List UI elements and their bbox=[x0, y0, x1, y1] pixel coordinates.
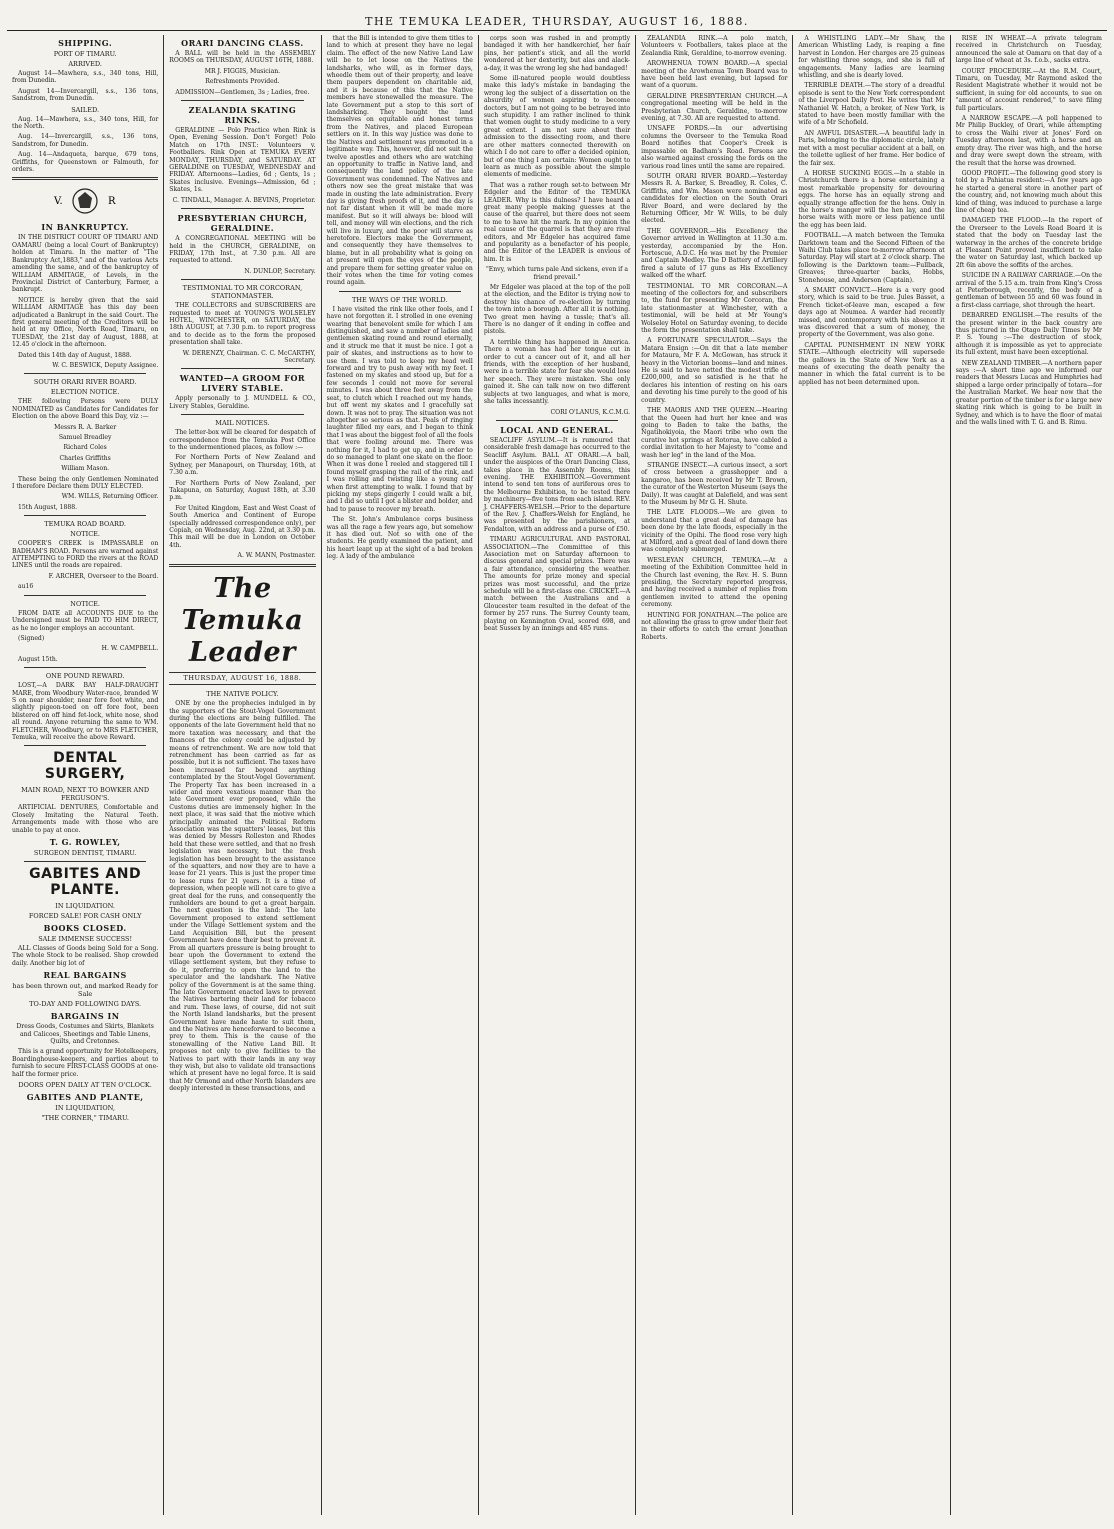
divider bbox=[12, 177, 158, 180]
accounts-body: FROM DATE all ACCOUNTS DUE to the Undersigned must be PAID TO HIM DIRECT, as he no longer employs an accountant. bbox=[12, 609, 159, 632]
road-body: COOPER'S CREEK is IMPASSABLE on BADHAM'S ROAD. Persons are warned against ATTEMPTING to FORD the rivers at the ROAD LINES until the roads are repaired. bbox=[12, 540, 159, 570]
reward-body: LOST,—A DARK BAY HALF-DRAUGHT MARE, from Woodbury Water-race, branded W S on near shoulder, near fore foot white, and slightly pigeon-toed on off fore foot, been blistered on off hind fet-lock, white nose, shod all round. Anyone returning the same to WM. FLETCHER, Woodbury, or to MRS FLETCHER, Temuka, will receive the above Reward. bbox=[12, 682, 159, 741]
sailing-3: Aug. 14—Andaqueta, barque, 679 tons, Griffiths, for Queenstown or Falmouth, for orders. bbox=[12, 151, 159, 174]
bankruptcy-signature: W. C. BESWICK, Deputy Assignee. bbox=[52, 361, 159, 369]
ways-paragraph-4: Mr Edgeler was placed at the top of the poll at the election, and the Editor is trying now to destroy his chance of re-election by turning the town into a borough. After all it is nothing. Two great men having a tussle; that's all. There is no danger of it ending in coffee and pistols. bbox=[483, 284, 631, 336]
dentist-title: SURGEON DENTIST, TIMARU. bbox=[33, 849, 137, 857]
sailed-heading: SAILED. bbox=[71, 105, 100, 114]
ways-body: I have visited the rink like other fools, and I have not forgotten it. I strolled in one evening wearing that benevolent smile for which I am distinguished, and saw a number of ladies and gentlemen skating round and round eternally, and it struck me that it must be nice. I got a pair of skates, and instructions as to how to use them. I was told to keep my head well forward and try to push away with my feet. I fastened on my skates and stood up, but for a few seconds I could not move for several minutes. I was about three feet away from the seat, to clutch which I reached out my hands, but off went my skates and I gracefully sat down. It was not to pray. The situation was not altogether so serious as that. Peals of ringing laughter filled my ears, and I began to think that I was about the biggest fool of all the fools that were fooling around me. There was nothing for it, I had to get up, and in order to do so managed to plant one skate on the floor. When it was done I reeled and staggered till I found myself grasping the rail of the rink, and I was rolling and twisting like a young calf when first attempting to walk. I found that by picking my steps gingerly I could walk a bit, and I did so until I got a blister and bolder, and had to pause to recover my breath. bbox=[326, 305, 473, 513]
candidate-4: Charles Griffiths bbox=[59, 454, 111, 462]
royal-crest-icon bbox=[12, 184, 158, 218]
bankruptcy-body: IN THE DISTRICT COURT OF TIMARU AND OAMARU (being a local Court of Bankruptcy) holden at Timaru. In the matter of "The Bankruptcy Act,1883," and of the various Acts amending the same, and of the bankruptcy of WILLIAM ARMITAGE, of Levels, in the Provincial District of Canterbury, Farmer, a bankrupt. bbox=[12, 234, 159, 294]
local-item-24: GOOD PROFIT.—The following good story is told by a Pahiatua resident:—A few years ago he started a general store in another part of the country, and, not knowing much about this kind of thing, was induced to purchase a large line of cheap tea. bbox=[955, 169, 1102, 214]
divider bbox=[24, 667, 146, 668]
ways-paragraph-2: Some ill-natured people would doubtless make this lady's mistake in bandaging the wrong leg the subject of a dissertation on the absurdity of women aspiring to become doctors, but I am not going to be betrayed into such stupidity. I am rather inclined to think that women ought to study medicine to a very great extent. I am not sure about their admission to the dissecting room, and there are other matters connected therewith on which I do not care to offer a decided opinion, but of one thing I am certain: Women ought to learn as much as possible about the simple elements of medicine. bbox=[483, 75, 631, 179]
road-board-heading: TEMUKA ROAD BOARD. bbox=[44, 520, 126, 529]
divider bbox=[181, 208, 303, 209]
divider bbox=[181, 368, 303, 369]
newspaper-title: The Temuka Leader bbox=[181, 572, 304, 668]
election-heading: ELECTION NOTICE. bbox=[50, 388, 120, 397]
columns bbox=[7, 35, 1107, 1515]
ways-heading: THE WAYS OF THE WORLD. bbox=[352, 295, 448, 304]
dentist-name: T. G. ROWLEY, bbox=[49, 837, 121, 847]
forced-sale: FORCED SALE! FOR CASH ONLY bbox=[28, 912, 142, 920]
local-item-23: A NARROW ESCAPE.—A poll happened to Mr Philip Buckley, of Orari, while attempting to cross the Waihi river at Jones' Ford on Tuesday afternoon last, with a horse and an empty dray. The river was high, and the horse and dray were swept down the stream, with the result that the horse was drowned. bbox=[955, 115, 1102, 167]
today-heading: TO-DAY AND FOLLOWING DAYS. bbox=[29, 1000, 142, 1009]
column-7 bbox=[951, 35, 1107, 1515]
arrived-heading: ARRIVED. bbox=[68, 60, 102, 68]
books-closed: BOOKS CLOSED. bbox=[43, 923, 127, 933]
local-item-25: DAMAGED THE FLOOD.—In the report of the Overseer to the Levels Road Board it is stated that the body on Tuesday last the waterway in the arches of the concrete bridge at Pleasant Point proved insufficient to take the water on Saturday last, which backed up 2ft 6in above the soffits of the arches. bbox=[955, 217, 1102, 269]
divider bbox=[24, 861, 146, 862]
candidate-1: Messrs R. A. Barker bbox=[54, 423, 117, 431]
bankruptcy-notice: NOTICE is hereby given that the said WILLIAM ARMITAGE has this day been adjudicated a Bankrupt in the said Court. The first general meeting of the Creditors will be held at my Office, North Road, Timaru, on TUESDAY, the 21st day of August, 1888, at 12.45 o'clock in the afternoon. bbox=[12, 296, 159, 349]
skating-heading: ZEALANDIA SKATING RINKS. bbox=[188, 105, 297, 126]
notice-heading-2: NOTICE. bbox=[70, 599, 100, 608]
st-john-paragraph: The St. John's Ambulance corps business was all the rage a few years ago, but somehow it has died out. Not so with one of the students. He gently examined the patient, and his heart leapt up at the sight of a bad broken leg. A lady of the ambulance bbox=[326, 516, 473, 561]
reward-heading: ONE POUND REWARD. bbox=[45, 672, 125, 681]
bargains-heading: REAL BARGAINS bbox=[43, 970, 127, 981]
election-foot: These being the only Gentlemen Nominated I therefore Declare them DULY ELECTED. bbox=[12, 475, 159, 491]
local-item-16: AN AWFUL DISASTER.—A beautiful lady in Paris, belonging to the diplomatic circle, lately met with a most peculiar accident at a ball, on the toilette ugliest of her frame. Her bodice of the fair sex. bbox=[798, 129, 945, 167]
dental-subheading: MAIN ROAD, NEXT TO BOWKER AND FERGUSON'S. bbox=[21, 786, 150, 803]
skating-body: GERALDINE — Polo Practice when Rink is Open, Evening Session. Don't Forget! Polo Match on 17th INST.: Volunteers v. Footballers. Rink Open at TEMUKA EVERY MONDAY, THURSDAY, and SATURDAY. AT GERALDINE on TUESDAY, WEDNESDAY and FRIDAY. Afternoons—Ladies, 6d ; Gents, 1s ; Skates inclusive. Evenings—Admission, 6d ; Skates, 1s. bbox=[169, 127, 316, 194]
accounts-signed: (Signed) bbox=[18, 634, 45, 642]
edition-date: THURSDAY, AUGUST 16, 1888. bbox=[169, 672, 315, 685]
liquidation-label: IN LIQUIDATION. bbox=[55, 902, 115, 910]
mail-item-1: For Northern Ports of New Zealand and Sydney, per Manapouri, on Thursday, 16th, at 7.30 a.m. bbox=[169, 454, 316, 477]
mail-body: The letter-box will be cleared for despatch of correspondence from the Temuka Post Office to the undermentioned places, as follow :— bbox=[169, 429, 316, 451]
gabites-heading: GABITES AND PLANTE. bbox=[29, 866, 142, 898]
local-item-13: HUNTING FOR JONATHAN.—The police are not allowing the grass to grow under their feet in their efforts to catch the errant Jonathan Roberts. bbox=[641, 611, 788, 641]
newspaper-page bbox=[7, 6, 1107, 1516]
divider bbox=[181, 414, 303, 415]
editorial-body: ONE by one the prophecies indulged in by the supporters of the Stout-Vogel Government during the elections are being fulfilled. The opponents of the late Government held that no more taxation was necessary, and that the finances of the colony could be adjusted by means of retrenchment. We are now told that retrenchment has been carried as far as possible, but it is not sufficient. The taxes have been increased far beyond anything contemplated by the Stout-Vogel Government. The Property Tax has been increased in a wider and more vexatious manner than the late Government ever proposed, while the Customs duties are immensely higher. In the next place, it was said that the motive which principally animated the Political Reform Association was the squatters' leases, but this was denied by Messrs Rolleston and Rhodes held that these were settled, and that no fresh legislation was necessary, but the fresh legislation has been brought to the assistance of the squatters, and now they are to have a lease for 21 years. This is just the proper time to lease runs for 21 years. It is a time of depression, when people will not care to give a great deal for the runs, and consequently the runholders are bound to get a great bargain. The next question is the land: The late Government proposed to extend settlement under the Village Settlement system and the Land Acquisition Bill, but the present Government have done their best to prevent it. From all quarters pressure is being brought to bear upon the Government to extend the village settlement system, but they refuse to do it, preferring to open the land to the speculator and the landshark. The Native policy of the Government is at the same thing. The late Government enacted laws to prevent the Natives bartering their land for tobacco and rum. These laws, of course, did not suit the North Island landsharks, but the present Government have made haste to suit them, and the Natives are henceforward to become a prey to them. This is the cause of the stonewalling of the Native Land Bill. It proposes not only to give facilities to the Natives to part with their lands in any way they wish, but also to validate old transactions which at present have no legal force. It is said that Mr Ormond and other North Islanders are deeply interested in these transactions, and bbox=[169, 700, 316, 1093]
ways-paragraph-5: A terrible thing has happened in America. There a woman has had her tongue cut in order to cut a cancer out of it, and all her friends, with the exception of her husband, were in a terrible state for fear she would lose her speech. They were mistaken. She only gained it. She can talk now on two different subjects at two languages, and what is more, she talks incessantly. bbox=[483, 338, 631, 406]
dancing-body: A BALL will be held in the ASSEMBLY ROOMS on THURSDAY, AUGUST 16TH, 1888. bbox=[169, 50, 316, 65]
goods-list: Dress Goods, Costumes and Skirts, Blankets and Calicoes, Sheetings and Table Linens, Quilts, and Cretonnes. bbox=[16, 1023, 154, 1046]
local-item-18: FOOTBALL.—A match between the Temuka Darktown team and the Second Fifteen of the Waihi Club takes place to-morrow afternoon at Saturday. Play will start at 2 o'clock sharp. The following is the Darktown team:—Fullback, Greaves; three-quarter backs, Hobbs, Stonehouse, and Anderson (Captain). bbox=[798, 232, 945, 284]
arrival-2: August 14—Invercargill, s.s., 136 tons, Sandstrom, from Dunedin. bbox=[12, 87, 159, 103]
testimonial-signature: W. DERENZY, Chairman. C. C. McCARTHY, Secretary. bbox=[182, 349, 316, 364]
gabites-body: ALL Classes of Goods being Sold for a Song. The whole Stock to be realised. Shop crowded daily. Another big lot of bbox=[12, 945, 159, 967]
divider bbox=[24, 745, 146, 746]
mail-item-2: For Northern Ports of New Zealand, per Takapuna, on Saturday, August 18th, at 3.30 p.m. bbox=[169, 479, 316, 502]
presbyterian-signature: N. DUNLOP, Secretary. bbox=[244, 267, 316, 275]
sailing-1: Aug. 14—Mawhera, s.s., 340 tons, Hill, for the North. bbox=[12, 115, 159, 131]
bankruptcy-heading: IN BANKRUPTCY. bbox=[41, 222, 129, 233]
dancing-heading: ORARI DANCING CLASS. bbox=[181, 38, 304, 48]
local-item-7: TESTIMONIAL TO MR CORCORAN.—A meeting of the collectors for, and subscribers to, the fund for presenting Mr Corcoran, the late stationmaster at Winchester, with a testimonial, will be held at Mr Young's Wolseley Hotel on Saturday evening, to decide the form the presentation shall take. bbox=[641, 282, 788, 335]
gabites-end-liquidation: IN LIQUIDATION, bbox=[55, 1104, 115, 1113]
gabites-end: GABITES AND PLANTE, bbox=[26, 1092, 144, 1103]
local-item-17: A HORSE SUCKING EGGS.—In a stable in Christchurch there is a horse entertaining a most remarkable propensity for devouring eggs. The horse has an equally strong and equally strange affection for the hens. Only in the horse's manger will the hen lay, and the horse waits with more or less patience until the egg has been laid. bbox=[798, 169, 945, 229]
road-signature: F. ARCHER, Overseer to the Board. bbox=[48, 572, 159, 580]
local-item-3: GERALDINE PRESBYTERIAN CHURCH.—A congregational meeting will be held in the Presbyterian Church, Geraldine, to-morrow evening, at 7.30. All are requested to attend. bbox=[641, 92, 788, 123]
column-1 bbox=[7, 35, 164, 1515]
accounts-date: August 15th. bbox=[18, 655, 58, 663]
local-item-28: NEW ZEALAND TIMBER.—A northern paper says :—A short time ago we informed our readers that Messrs Lucas and Humphries had shipped a large order principally of totara—for the Australian Market. We hear now that the greater portion of the timber is for a large new skating rink which is going to be built in Sydney, and which is to have the floor of matai and the walls lined with T. G. and B. Rimu. bbox=[955, 359, 1102, 426]
dancing-refreshments: Refreshments Provided. bbox=[205, 78, 280, 86]
running-header bbox=[7, 6, 1107, 31]
local-heading: LOCAL AND GENERAL. bbox=[500, 424, 614, 435]
sale-success: SALE IMMENSE SUCCESS! bbox=[38, 935, 133, 943]
divider bbox=[339, 291, 461, 292]
local-item-2: AROWHENUA TOWN BOARD.—A special meeting of the Arowhenua Town Board was to have been held last evening, but lapsed for want of a quorum. bbox=[641, 60, 788, 90]
ways-signature: CORI O'LANUS, K.C.M.G. bbox=[550, 408, 631, 416]
local-item-9: THE MAORIS AND THE QUEEN.—Hearing that the Queen had hurt her knee and was going to Baden to take the baths, the Ngatihokiyoia, the Maori tribe who own the curative hot springs at Rotorua, have cabled a cordial invitation to her Majesty to "come and wash her leg" in the land of the Moa. bbox=[641, 407, 788, 459]
local-item-22: COURT PROCEDURE.—At the R.M. Court, Timaru, on Tuesday, Mr Raymond asked the Resident Magistrate whether it would not be sufficient, in suing for old accounts, to sue on "amount of account rendered," to save filing full particulars. bbox=[955, 67, 1102, 112]
groom-body: Apply personally to J. MUNDELL & CO., Livery Stables, Geraldine. bbox=[169, 395, 316, 410]
running-header-text: THE TEMUKA LEADER, THURSDAY, AUGUST 16, 1888. bbox=[365, 15, 749, 28]
testimonial-heading: TESTIMONIAL TO MR CORCORAN, STATIONMASTER. bbox=[182, 284, 303, 301]
local-item-27: DEBARRED ENGLISH.—The results of the the present winter in the back country are thus pictured in the Otago Daily Times by Mr P. S. Young :—The destruction of stock, although it is impossible as yet to appreciate its full extent, must have been exceptional. bbox=[955, 312, 1102, 357]
testimonial-body: THE COLLECTORS and SUBSCRIBERS are requested to meet at YOUNG'S WOLSELEY HOTEL, WINCHESTER, on SATURDAY, the 18th AUGUST, at 7.30 p.m. to report progress and to decide as to the form the proposed presentation shall take. bbox=[169, 302, 316, 347]
skating-signature: C. TINDALL, Manager. A. BEVINS, Proprietor. bbox=[172, 196, 316, 204]
election-body: THE following Persons were DULY NOMINATED as Candidates for Candidates for Election on the above Board this Day, viz :— bbox=[12, 398, 159, 421]
corner-address: "THE CORNER," TIMARU. bbox=[41, 1114, 129, 1123]
local-item-12: WESLEYAN CHURCH, TEMUKA.—At a meeting of the Exhibition Committee held in the Church last evening, the Rev. H. S. Bunn presiding, the Secretary reported progress, and having received a number of replies from gentlemen invited to attend the opening ceremony. bbox=[641, 556, 788, 609]
local-item-1: ZEALANDIA RINK.—A polo match, Volunteers v. Footballers, takes place at the Zealandia Rink, Geraldine, to-morrow evening. bbox=[641, 35, 788, 57]
divider bbox=[24, 373, 146, 374]
local-item-21: RISE IN WHEAT.—A private telegram received in Christchurch on Tuesday, announced the sale at Oamaru on that day of a large line of wheat at 3s. f.o.b., sacks extra. bbox=[955, 35, 1102, 65]
bargains-in-heading: BARGAINS IN bbox=[50, 1011, 120, 1022]
column-5 bbox=[636, 35, 793, 1515]
local-item-5: SOUTH ORARI RIVER BOARD.—Yesterday Messrs R. A. Barker, S. Breadley, R. Coles, C. Griffiths, and Wm. Mason were nominated as candidates for election on the South Orari River Board, and were declared by the Returning Officer, Mr W. Wills, to be duly elected. bbox=[641, 172, 788, 225]
port-heading: PORT OF TIMARU. bbox=[53, 50, 117, 58]
shipping-heading: SHIPPING. bbox=[58, 38, 113, 48]
bargains-sub: has been thrown out, and marked Ready for Sale bbox=[12, 982, 158, 999]
local-item-19: A SMART CONVICT.—Here is a very good story, which is said to be true. Jules Basset, a French ticket-of-leave man, escaped a few days ago at Noumea. A warder had recently missed, and contemporary with his absence it was discovered that a sum of money, the property of the Government, was also gone. bbox=[798, 287, 945, 339]
bankruptcy-date: Dated this 14th day of August, 1888. bbox=[18, 351, 132, 359]
election-signature: WM. WILLS, Returning Officer. bbox=[61, 493, 159, 501]
column-3 bbox=[322, 35, 479, 1515]
sailing-2: Aug. 14—Invercargill, s.s., 136 tons, Sandstrom, for Dunedin. bbox=[12, 133, 159, 148]
presbyterian-heading: PRESBYTERIAN CHURCH, GERALDINE. bbox=[177, 213, 308, 234]
doors-open: DOORS OPEN DAILY AT TEN O'CLOCK. bbox=[18, 1081, 152, 1090]
editorial-heading: THE NATIVE POLICY. bbox=[206, 690, 279, 699]
local-item-6: THE GOVERNOR.—His Excellency the Governor arrived in Wellington at 11.30 a.m. yesterday, accompanied by the Hon. Fortescue, A.D.C. He was met by the Premier and Captain Medley. The D Battery of Artillery fired a salute of 17 guns as His Excellency walked off the wharf. bbox=[641, 227, 788, 280]
accounts-signature: H. W. CAMPBELL. bbox=[101, 645, 159, 653]
local-body-2: TIMARU AGRICULTURAL AND PASTORAL ASSOCIATION.—The Committee of this Association met on Saturday afternoon to discuss general and special prizes. There was a fair attendance, considering the weather. The amounts for prize money and special prizes was most successful, and the prize schedule will be a first-class one. CRICKET.—A match between the Australians and a Gloucester team resulted in the defeat of the former by 257 runs. The Surrey County team, playing on Kennington Oval, scored 698, and beat Sussex by an innings and 485 runs. bbox=[483, 536, 631, 633]
river-board-heading: SOUTH ORARI RIVER BOARD. bbox=[33, 378, 137, 387]
postmaster-signature: A. W. MANN, Postmaster. bbox=[237, 552, 316, 560]
mail-item-3: For United Kingdom, East and West Coast of South America and Continent of Europe (specially addressed correspondence only), per Copiah, on Wednesday, Aug. 22nd, at 3.30 p.m. This mail will be due in London on October 4th. bbox=[169, 504, 316, 549]
local-item-8: A FORTUNATE SPECULATOR.—Says the Matara Ensign :—On dit that a late member for Mataura, Mr F. A. McGowan, has struck it heavy in the Victorian booms—land and mines. He is said to have netted the modest trifle of £200,000, and so satisfied is he that he declares his intention of resting on his oars and devoting his time purely to the good of his country. bbox=[641, 337, 788, 404]
presbyterian-body: A CONGREGATIONAL MEETING will be held in the CHURCH, GERALDINE, on FRIDAY, 17th Inst., at 7.30 p.m. All are requested to attend. bbox=[169, 235, 316, 265]
divider bbox=[496, 420, 618, 421]
local-item-14: A WHISTLING LADY.—Mr Shaw, the American Whistling Lady, is reaping a fine harvest in London. Her charges are 25 guineas for whistling three songs, and she is full of engagements. Many ladies are learning whistling, and she is dearly loved. bbox=[798, 35, 945, 80]
ways-quote: "Envy, which turns pale And sickens, even if a friend prevail." bbox=[486, 266, 628, 281]
candidate-2: Samuel Breadley bbox=[58, 434, 112, 441]
dancing-musician: MR J. FIGGIS, Musician. bbox=[204, 67, 281, 75]
local-item-4: UNSAFE FORDS.—In our advertising columns the Overseer to the Temuka Road Board notifies that Cooper's Creek is impassable on Badham's Road. Persons are also warned against crossing the fords on the various road lines until the same are repaired. bbox=[641, 125, 788, 170]
dental-body: ARTIFICIAL DENTURES, Comfortable and Closely Imitating the Natural Teeth. Arrangements made with those who are unable to pay at once. bbox=[12, 804, 159, 834]
ways-paragraph-3: That was a rather rough set-to between Mr Edgeler and the Editor of the TEMUKA LEADER. Why is this dulness? I have heard a great many people making guesses at the cause of the quarrel, but there does not seem to me to have hit the mark. In my opinion the real cause of the quarrel is that they are rival editors, and Mr Edgeler has acquired fame and popularity as a benefactor of his people, and the Editor of the LEADER is envious of him. It is bbox=[483, 181, 631, 263]
column-6 bbox=[793, 35, 950, 1515]
local-item-15: TERRIBLE DEATH.—The story of a dreadful episode is sent to the New York correspondent of the Liverpool Daily Post. He writes that Mr Nathaniel W. Hatch, a broker, of New York, is stated to have been mostly familiar with the wife of a Mr Schofield. bbox=[798, 82, 945, 127]
mail-heading: MAIL NOTICES. bbox=[215, 419, 270, 428]
dental-heading: DENTAL SURGERY, bbox=[44, 750, 126, 783]
local-body: SEACLIFF ASYLUM.—It is rumoured that considerable fresh damage has occurred to the Seacliff Asylum. BALL AT ORARI.—A ball, under the auspices of the Orari Dancing Class, takes place in the Assembly Rooms, this evening. THE EXHIBITION.—Government intend to send ten tons of auriferous ores to the Melbourne Exhibition, to be tested there by machinery—five tons from each island. REV. J. CHAFFERS-WELSH.—Prior to the departure of the Rev. J. Chaffers-Welsh for England, he was presented by the parishioners, at Fendalton, with an address and a purse of £50. bbox=[483, 436, 631, 533]
ways-continued: corps soon was rushed in and promptly bandaged it with her handkerchief, her hair pins, her patient's stick, and all the world wondered at her dexterity, but alas and alack-a-day, it was the wrong leg she had bandaged! bbox=[483, 35, 631, 72]
candidate-5: William Mason. bbox=[61, 465, 110, 473]
local-item-10: STRANGE INSECT.—A curious insect, a sort of cross between a grasshopper and a kangaroo, has been received by Mr T. Brown, the curator of the Westerton Museum (says the Daily). It was caught at Dalefield, and was sent to the Museum by Mr G. H. Shute. bbox=[641, 461, 788, 506]
editorial-continued: that the Bill is intended to give them titles to land to which at present they have no legal claim. The effect of the new Native Land Law will be to let loose on the Natives the landsharks, who will, as in former days, wheedle them out of their property, and leave them paupers dependent on charitable aid, and it is because of this that the Native members have stonewalled the measure. The late Government put a stop to this sort of landsharking. They bought the land themselves on equitable and honest terms from the Natives, and placed European settlers on it. In this way justice was done to the Natives and settlement was promoted in a legitimate way. This, however, did not suit the twelve apostles and others who are watching an opportunity to traffic in Native land, and consequently the land policy of the late Government was condemned. The Natives and others now see the great mistake that was made in ousting the late administration. Every day is giving fresh proofs of it, and the day is not far distant when it will be made more manifest. But so it will always be: blood will tell, and money will win elections, and the rich will live in luxury, and the poor will starve as heretofore. Electors make the Government, and consequently they have themselves to blame, but in all probability what is going on at present will open the eyes of the people, and prepare them for setting greater value on their votes when the time for voting comes round again. bbox=[326, 35, 473, 287]
election-date: 15th August, 1888. bbox=[18, 503, 78, 511]
local-item-11: THE LATE FLOODS.—We are given to understand that a great deal of damage has been done by the late floods, especially in the vicinity of the Opihi. The flood rose very high at Milford, and a great deal of land down there was completely submerged. bbox=[641, 509, 788, 554]
notice-heading: NOTICE. bbox=[70, 530, 100, 539]
divider bbox=[169, 564, 315, 567]
column-2 bbox=[164, 35, 321, 1515]
divider bbox=[181, 100, 303, 101]
groom-heading: WANTED—A GROOM FOR LIVERY STABLE. bbox=[179, 373, 306, 394]
local-item-26: SUICIDE IN A RAILWAY CARRIAGE.—On the arrival of the 5.15 a.m. train from King's Cross at Peterborough, recently, the body of a gentleman of between 55 and 60 was found in a first-class carriage, shot through the heart. bbox=[955, 272, 1102, 309]
dancing-admission: ADMISSION—Gentlemen, 3s ; Ladies, free. bbox=[175, 88, 310, 96]
arrival-1: August 14—Mawhera, s.s., 340 tons, Hill, from Dunedin. bbox=[12, 70, 159, 85]
divider bbox=[181, 279, 303, 280]
divider bbox=[24, 515, 146, 516]
gabites-tail: This is a grand opportunity for Hotelkeepers, Boardinghouse-keepers, and parties about to furnish to secure FIRST-CLASS GOODS at one-half the former price. bbox=[12, 1048, 159, 1078]
svg-text:V.: V. bbox=[54, 196, 63, 208]
svg-text:R: R bbox=[108, 196, 116, 208]
local-item-20: CAPITAL PUNISHMENT IN NEW YORK STATE.—Although electricity will supersede the gallows in the State of New York as a means of executing the death penalty the manner in which the fatal current is to be applied has not been determined upon. bbox=[798, 341, 945, 386]
road-code: au16 bbox=[18, 583, 34, 591]
column-4 bbox=[479, 35, 636, 1515]
divider bbox=[24, 595, 146, 596]
candidate-3: Richard Coles bbox=[63, 444, 107, 452]
